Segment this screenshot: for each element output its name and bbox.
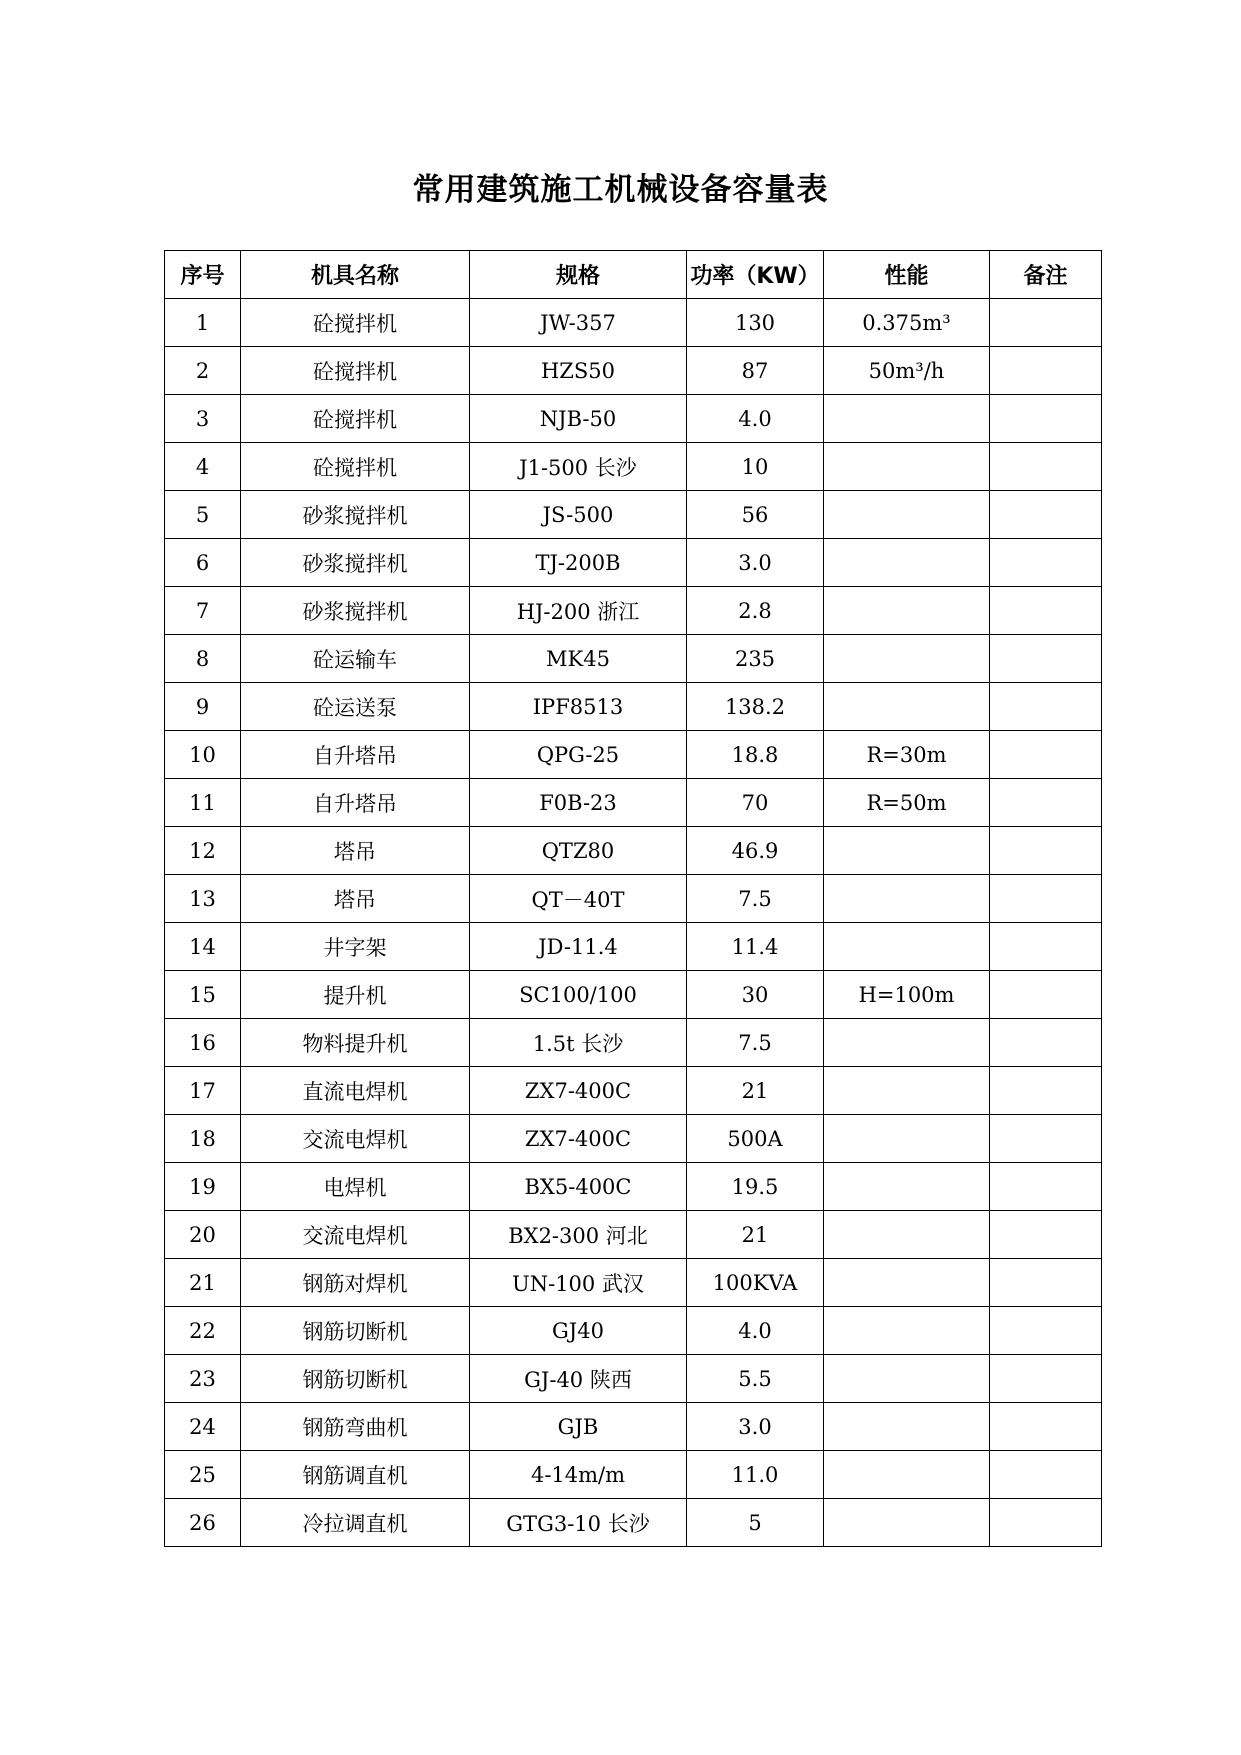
table-row — [165, 875, 1102, 923]
cell-equipment-name: 砼运送泵 — [241, 683, 470, 731]
cell-remarks — [990, 1211, 1102, 1259]
cell-serial-no: 3 — [165, 395, 241, 443]
cell-performance — [824, 395, 990, 443]
cell-serial-no: 26 — [165, 1499, 241, 1547]
table-row — [165, 587, 1102, 635]
cell-power: 500A — [687, 1115, 824, 1163]
cell-equipment-name: 砂浆搅拌机 — [241, 587, 470, 635]
cell-remarks — [990, 443, 1102, 491]
cell-power: 5 — [687, 1499, 824, 1547]
cell-serial-no: 19 — [165, 1163, 241, 1211]
cell-equipment-name: 冷拉调直机 — [241, 1499, 470, 1547]
cell-performance — [824, 443, 990, 491]
equipment-table — [164, 250, 1102, 1547]
cell-performance — [824, 1451, 990, 1499]
cell-equipment-name: 砼搅拌机 — [241, 443, 470, 491]
cell-specification: HZS50 — [470, 347, 687, 395]
table-row — [165, 1259, 1102, 1307]
cell-specification: BX5-400C — [470, 1163, 687, 1211]
cell-performance — [824, 1067, 990, 1115]
cell-equipment-name: 自升塔吊 — [241, 731, 470, 779]
table-row — [165, 1403, 1102, 1451]
cell-specification: J1-500 长沙 — [470, 443, 687, 491]
table-row — [165, 1451, 1102, 1499]
cell-power: 19.5 — [687, 1163, 824, 1211]
table-row — [165, 923, 1102, 971]
table-row — [165, 1499, 1102, 1547]
cell-power: 70 — [687, 779, 824, 827]
cell-performance: R=50m — [824, 779, 990, 827]
table-header — [165, 251, 1102, 299]
cell-remarks — [990, 827, 1102, 875]
cell-power: 11.0 — [687, 1451, 824, 1499]
cell-performance — [824, 587, 990, 635]
cell-power: 100KVA — [687, 1259, 824, 1307]
cell-specification: QPG-25 — [470, 731, 687, 779]
cell-serial-no: 21 — [165, 1259, 241, 1307]
cell-serial-no: 18 — [165, 1115, 241, 1163]
table-row — [165, 635, 1102, 683]
cell-equipment-name: 井字架 — [241, 923, 470, 971]
cell-remarks — [990, 779, 1102, 827]
cell-serial-no: 12 — [165, 827, 241, 875]
cell-specification: QT－40T — [470, 875, 687, 923]
cell-remarks — [990, 683, 1102, 731]
cell-serial-no: 14 — [165, 923, 241, 971]
header-performance: 性能 — [824, 251, 990, 299]
table-row — [165, 491, 1102, 539]
table-row — [165, 1019, 1102, 1067]
table-row — [165, 1067, 1102, 1115]
cell-serial-no: 22 — [165, 1307, 241, 1355]
cell-remarks — [990, 1115, 1102, 1163]
cell-specification: NJB-50 — [470, 395, 687, 443]
table-row — [165, 539, 1102, 587]
cell-remarks — [990, 1163, 1102, 1211]
cell-equipment-name: 砂浆搅拌机 — [241, 539, 470, 587]
cell-serial-no: 5 — [165, 491, 241, 539]
table-body — [165, 299, 1102, 1547]
cell-power: 7.5 — [687, 1019, 824, 1067]
cell-equipment-name: 塔吊 — [241, 827, 470, 875]
cell-serial-no: 2 — [165, 347, 241, 395]
cell-performance: H=100m — [824, 971, 990, 1019]
cell-specification: MK45 — [470, 635, 687, 683]
cell-performance: R=30m — [824, 731, 990, 779]
table-row — [165, 1163, 1102, 1211]
cell-remarks — [990, 587, 1102, 635]
header-row — [165, 251, 1102, 299]
cell-equipment-name: 砼搅拌机 — [241, 299, 470, 347]
table-row — [165, 395, 1102, 443]
cell-equipment-name: 钢筋切断机 — [241, 1307, 470, 1355]
cell-serial-no: 17 — [165, 1067, 241, 1115]
cell-performance: 50m³/h — [824, 347, 990, 395]
cell-remarks — [990, 731, 1102, 779]
cell-serial-no: 20 — [165, 1211, 241, 1259]
cell-serial-no: 10 — [165, 731, 241, 779]
table-row — [165, 443, 1102, 491]
cell-power: 5.5 — [687, 1355, 824, 1403]
cell-power: 56 — [687, 491, 824, 539]
cell-serial-no: 13 — [165, 875, 241, 923]
cell-remarks — [990, 1451, 1102, 1499]
cell-power: 2.8 — [687, 587, 824, 635]
cell-performance — [824, 875, 990, 923]
cell-power: 21 — [687, 1067, 824, 1115]
cell-serial-no: 9 — [165, 683, 241, 731]
cell-equipment-name: 砼运输车 — [241, 635, 470, 683]
cell-performance — [824, 635, 990, 683]
cell-equipment-name: 塔吊 — [241, 875, 470, 923]
cell-specification: BX2-300 河北 — [470, 1211, 687, 1259]
table-row — [165, 1355, 1102, 1403]
cell-equipment-name: 交流电焊机 — [241, 1115, 470, 1163]
table-row — [165, 299, 1102, 347]
cell-equipment-name: 钢筋调直机 — [241, 1451, 470, 1499]
cell-power: 130 — [687, 299, 824, 347]
cell-remarks — [990, 1403, 1102, 1451]
table-row — [165, 731, 1102, 779]
cell-specification: UN-100 武汉 — [470, 1259, 687, 1307]
cell-remarks — [990, 875, 1102, 923]
cell-power: 3.0 — [687, 1403, 824, 1451]
cell-specification: 1.5t 长沙 — [470, 1019, 687, 1067]
cell-performance — [824, 1307, 990, 1355]
cell-power: 30 — [687, 971, 824, 1019]
cell-power: 138.2 — [687, 683, 824, 731]
cell-equipment-name: 砂浆搅拌机 — [241, 491, 470, 539]
cell-power: 11.4 — [687, 923, 824, 971]
cell-remarks — [990, 347, 1102, 395]
header-specification: 规格 — [470, 251, 687, 299]
cell-serial-no: 23 — [165, 1355, 241, 1403]
cell-specification: GJ40 — [470, 1307, 687, 1355]
cell-specification: QTZ80 — [470, 827, 687, 875]
cell-equipment-name: 电焊机 — [241, 1163, 470, 1211]
cell-remarks — [990, 299, 1102, 347]
cell-equipment-name: 钢筋对焊机 — [241, 1259, 470, 1307]
cell-power: 87 — [687, 347, 824, 395]
cell-performance — [824, 1355, 990, 1403]
cell-equipment-name: 钢筋切断机 — [241, 1355, 470, 1403]
cell-remarks — [990, 1307, 1102, 1355]
cell-serial-no: 1 — [165, 299, 241, 347]
cell-remarks — [990, 1259, 1102, 1307]
cell-specification: ZX7-400C — [470, 1115, 687, 1163]
cell-equipment-name: 钢筋弯曲机 — [241, 1403, 470, 1451]
table-row — [165, 1307, 1102, 1355]
cell-performance — [824, 1163, 990, 1211]
cell-power: 46.9 — [687, 827, 824, 875]
cell-equipment-name: 物料提升机 — [241, 1019, 470, 1067]
cell-specification: IPF8513 — [470, 683, 687, 731]
cell-power: 4.0 — [687, 1307, 824, 1355]
cell-serial-no: 16 — [165, 1019, 241, 1067]
cell-performance — [824, 491, 990, 539]
cell-equipment-name: 砼搅拌机 — [241, 347, 470, 395]
cell-serial-no: 4 — [165, 443, 241, 491]
cell-serial-no: 24 — [165, 1403, 241, 1451]
cell-performance: 0.375m³ — [824, 299, 990, 347]
header-power: 功率（KW） — [687, 251, 824, 299]
cell-specification: HJ-200 浙江 — [470, 587, 687, 635]
cell-power: 21 — [687, 1211, 824, 1259]
cell-performance — [824, 1019, 990, 1067]
table-row — [165, 971, 1102, 1019]
cell-equipment-name: 砼搅拌机 — [241, 395, 470, 443]
cell-performance — [824, 1211, 990, 1259]
cell-equipment-name: 提升机 — [241, 971, 470, 1019]
cell-equipment-name: 交流电焊机 — [241, 1211, 470, 1259]
cell-remarks — [990, 539, 1102, 587]
cell-performance — [824, 923, 990, 971]
cell-specification: JW-357 — [470, 299, 687, 347]
cell-serial-no: 11 — [165, 779, 241, 827]
cell-power: 4.0 — [687, 395, 824, 443]
cell-equipment-name: 直流电焊机 — [241, 1067, 470, 1115]
cell-remarks — [990, 1067, 1102, 1115]
table-row — [165, 779, 1102, 827]
cell-remarks — [990, 491, 1102, 539]
header-remarks: 备注 — [990, 251, 1102, 299]
table-row — [165, 683, 1102, 731]
cell-specification: ZX7-400C — [470, 1067, 687, 1115]
cell-performance — [824, 1403, 990, 1451]
cell-performance — [824, 827, 990, 875]
table-row — [165, 1211, 1102, 1259]
cell-performance — [824, 1115, 990, 1163]
cell-specification: GTG3-10 长沙 — [470, 1499, 687, 1547]
cell-power: 235 — [687, 635, 824, 683]
cell-remarks — [990, 1499, 1102, 1547]
cell-serial-no: 8 — [165, 635, 241, 683]
cell-serial-no: 25 — [165, 1451, 241, 1499]
cell-specification: JS-500 — [470, 491, 687, 539]
cell-specification: JD-11.4 — [470, 923, 687, 971]
cell-remarks — [990, 635, 1102, 683]
table-row — [165, 347, 1102, 395]
cell-performance — [824, 683, 990, 731]
page-title: 常用建筑施工机械设备容量表 — [412, 172, 829, 208]
cell-serial-no: 15 — [165, 971, 241, 1019]
cell-specification: SC100/100 — [470, 971, 687, 1019]
header-equipment-name: 机具名称 — [241, 251, 470, 299]
cell-specification: GJ-40 陕西 — [470, 1355, 687, 1403]
cell-power: 7.5 — [687, 875, 824, 923]
cell-performance — [824, 539, 990, 587]
cell-equipment-name: 自升塔吊 — [241, 779, 470, 827]
cell-remarks — [990, 1355, 1102, 1403]
cell-remarks — [990, 395, 1102, 443]
header-serial-no: 序号 — [165, 251, 241, 299]
cell-remarks — [990, 1019, 1102, 1067]
cell-serial-no: 7 — [165, 587, 241, 635]
table-row — [165, 1115, 1102, 1163]
cell-power: 3.0 — [687, 539, 824, 587]
cell-performance — [824, 1499, 990, 1547]
cell-power: 18.8 — [687, 731, 824, 779]
cell-specification: F0B-23 — [470, 779, 687, 827]
cell-performance — [824, 1259, 990, 1307]
cell-remarks — [990, 971, 1102, 1019]
cell-serial-no: 6 — [165, 539, 241, 587]
table-row — [165, 827, 1102, 875]
cell-specification: TJ-200B — [470, 539, 687, 587]
cell-specification: 4-14m/m — [470, 1451, 687, 1499]
cell-power: 10 — [687, 443, 824, 491]
cell-specification: GJB — [470, 1403, 687, 1451]
cell-remarks — [990, 923, 1102, 971]
